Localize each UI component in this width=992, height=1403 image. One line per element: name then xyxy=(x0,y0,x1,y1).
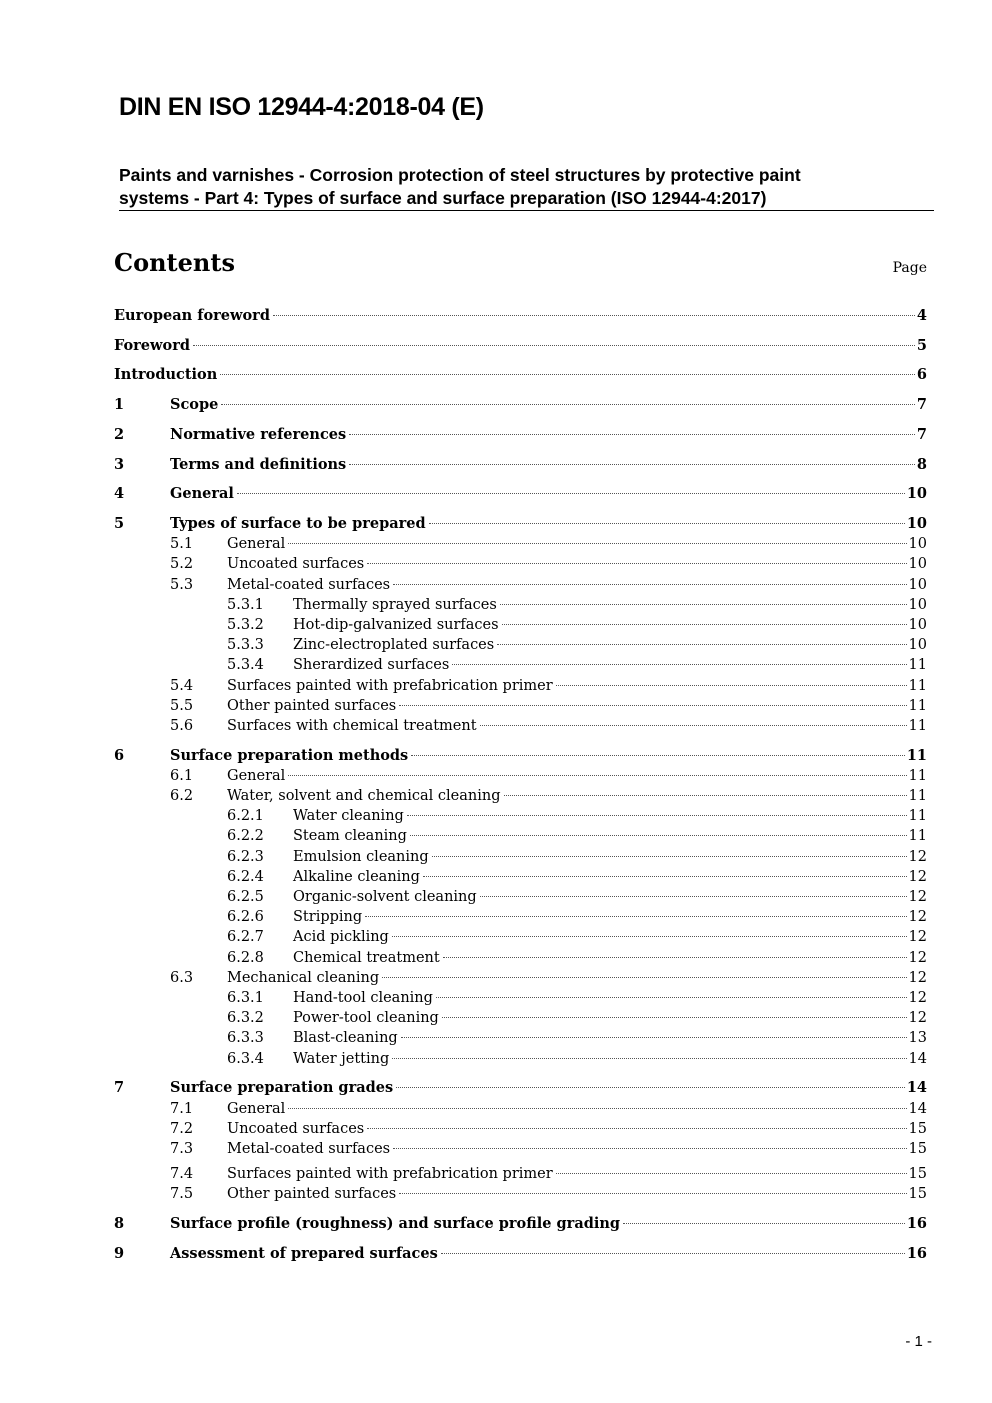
toc-entry-number: 5.3.4 xyxy=(227,657,264,674)
toc-dot-leader xyxy=(399,705,906,706)
toc-entry-page: 6 xyxy=(916,366,927,384)
toc-entry-number: 6 xyxy=(114,746,125,764)
toc-entry-title: Water cleaning xyxy=(293,808,404,825)
toc-entry[interactable] xyxy=(0,716,992,736)
toc-entry[interactable] xyxy=(0,676,992,696)
toc-entry-page: 11 xyxy=(908,657,927,674)
toc-entry-title: Stripping xyxy=(293,909,363,926)
toc-dot-leader xyxy=(288,543,906,544)
toc-entry-number: 7.2 xyxy=(170,1120,194,1137)
toc-entry-number: 5.3.2 xyxy=(227,616,264,633)
toc-entry-number: 9 xyxy=(114,1244,125,1262)
toc-entry-title: Surface profile (roughness) and surface profile grading xyxy=(170,1214,621,1232)
toc-entry[interactable] xyxy=(0,554,992,574)
toc-dot-leader xyxy=(382,977,906,978)
toc-entry-number: 6.3.1 xyxy=(227,990,264,1006)
toc-entry[interactable] xyxy=(0,336,992,356)
toc-dot-leader xyxy=(396,1087,905,1088)
toc-dot-leader xyxy=(193,345,915,346)
toc-entry-page: 12 xyxy=(908,909,927,926)
toc-entry-page: 8 xyxy=(916,455,927,473)
toc-entry-number: 6.1 xyxy=(170,767,194,784)
toc-entry-page: 16 xyxy=(906,1214,927,1232)
toc-entry[interactable] xyxy=(0,847,992,867)
toc-entry-title: Hot-dip-galvanized surfaces xyxy=(293,616,499,633)
toc-entry-title: General xyxy=(227,1100,286,1117)
toc-entry-page: 12 xyxy=(908,889,927,905)
toc-dot-leader xyxy=(393,584,906,585)
toc-entry-page: 12 xyxy=(908,969,927,986)
toc-entry-page: 11 xyxy=(906,746,927,764)
toc-entry-title: Steam cleaning xyxy=(293,828,407,845)
toc-entry[interactable] xyxy=(0,1244,992,1264)
toc-dot-leader xyxy=(423,876,907,877)
toc-entry-number: 6.3 xyxy=(170,969,194,986)
toc-entry-number: 7.4 xyxy=(170,1165,194,1182)
toc-entry-title: Surfaces with chemical treatment xyxy=(227,717,477,734)
toc-dot-leader xyxy=(500,604,907,605)
contents-heading: Contents xyxy=(114,248,235,277)
toc-entry-number: 6.2.1 xyxy=(227,808,264,825)
toc-dot-leader xyxy=(436,997,907,998)
toc-entry-number: 5.6 xyxy=(170,717,194,734)
toc-entry[interactable] xyxy=(0,1119,992,1139)
toc-entry-page: 11 xyxy=(908,767,927,784)
toc-dot-leader xyxy=(288,1108,906,1109)
toc-dot-leader xyxy=(392,1058,906,1059)
toc-entry[interactable] xyxy=(0,1008,992,1028)
toc-dot-leader xyxy=(452,664,906,665)
toc-entry-page: 10 xyxy=(906,514,927,532)
toc-entry-page: 5 xyxy=(916,336,927,354)
toc-entry-page: 15 xyxy=(908,1140,927,1157)
toc-entry-title: Assessment of prepared surfaces xyxy=(170,1244,438,1262)
toc-entry-number: 5.4 xyxy=(170,677,194,694)
toc-entry[interactable] xyxy=(0,365,992,385)
toc-entry[interactable] xyxy=(0,635,992,655)
toc-entry-page: 16 xyxy=(906,1244,927,1262)
toc-entry-page: 14 xyxy=(908,1100,927,1117)
toc-entry-number: 6.2.4 xyxy=(227,868,264,885)
page-number: - 1 - xyxy=(905,1333,932,1350)
toc-entry-title: Metal-coated surfaces xyxy=(227,1140,391,1157)
toc-entry-title: Surface preparation methods xyxy=(170,746,409,764)
toc-entry-number: 6.3.3 xyxy=(227,1030,264,1047)
toc-entry-title: Uncoated surfaces xyxy=(227,1120,365,1137)
toc-entry-title: Normative references xyxy=(170,425,347,443)
toc-entry[interactable] xyxy=(0,455,992,475)
toc-entry-page: 14 xyxy=(906,1079,927,1097)
toc-entry-title: Surface preparation grades xyxy=(170,1079,394,1097)
toc-dot-leader xyxy=(442,1017,907,1018)
toc-entry-title: Hand-tool cleaning xyxy=(293,990,433,1006)
toc-entry-number: 6.2.8 xyxy=(227,949,264,966)
toc-entry-title: Power-tool cleaning xyxy=(293,1010,439,1027)
toc-entry-page: 12 xyxy=(908,1010,927,1027)
toc-entry-page: 10 xyxy=(908,556,927,573)
toc-entry[interactable] xyxy=(0,1028,992,1048)
toc-entry-title: Surfaces painted with prefabrication primer xyxy=(227,677,553,694)
toc-entry-number: 8 xyxy=(114,1214,125,1232)
toc-entry-number: 6.3.2 xyxy=(227,1010,264,1027)
toc-entry-title: Alkaline cleaning xyxy=(293,868,420,885)
toc-dot-leader xyxy=(556,1173,907,1174)
toc-entry-title: Terms and definitions xyxy=(170,455,347,473)
toc-entry-title: Organic-solvent cleaning xyxy=(293,889,477,905)
toc-entry-page: 15 xyxy=(908,1120,927,1137)
toc-entry-number: 6.2.6 xyxy=(227,909,264,926)
toc-entry-page: 10 xyxy=(906,485,927,503)
toc-entry[interactable] xyxy=(0,786,992,806)
toc-entry-page: 11 xyxy=(908,697,927,714)
toc-entry-number: 7.5 xyxy=(170,1186,194,1203)
toc-entry-number: 6.2.3 xyxy=(227,848,264,865)
page-column-label: Page xyxy=(892,260,927,276)
toc-entry-title: Foreword xyxy=(114,336,190,354)
toc-entry[interactable] xyxy=(0,696,992,716)
toc-entry-page: 7 xyxy=(916,396,927,414)
toc-entry[interactable] xyxy=(0,1184,992,1204)
toc-dot-leader xyxy=(443,957,907,958)
toc-entry-number: 5.3.1 xyxy=(227,596,264,613)
toc-entry-page: 12 xyxy=(908,990,927,1006)
toc-entry-number: 3 xyxy=(114,455,125,473)
toc-entry-title: Chemical treatment xyxy=(293,949,440,966)
toc-entry-page: 7 xyxy=(916,425,927,443)
toc-entry-title: Zinc-electroplated surfaces xyxy=(293,637,495,654)
toc-entry-page: 12 xyxy=(908,848,927,865)
toc-entry[interactable] xyxy=(0,887,992,907)
toc-entry-title: Types of surface to be prepared xyxy=(170,514,426,532)
toc-dot-leader xyxy=(367,1128,906,1129)
toc-entry-title: Surfaces painted with prefabrication primer xyxy=(227,1165,553,1182)
toc-entry-number: 5.3.3 xyxy=(227,637,264,654)
toc-entry-page: 12 xyxy=(908,868,927,885)
toc-entry[interactable] xyxy=(0,948,992,968)
toc-dot-leader xyxy=(367,563,906,564)
toc-dot-leader xyxy=(556,685,907,686)
toc-dot-leader xyxy=(504,795,907,796)
toc-entry[interactable] xyxy=(0,484,992,504)
toc-dot-leader xyxy=(349,464,915,465)
toc-dot-leader xyxy=(401,1037,907,1038)
toc-entry-number: 6.3.4 xyxy=(227,1050,264,1067)
toc-dot-leader xyxy=(502,624,907,625)
toc-entry[interactable] xyxy=(0,425,992,445)
toc-entry[interactable] xyxy=(0,1164,992,1184)
toc-dot-leader xyxy=(497,644,906,645)
toc-entry-number: 6.2 xyxy=(170,788,194,804)
toc-entry[interactable] xyxy=(0,534,992,554)
toc-entry[interactable] xyxy=(0,907,992,927)
toc-entry[interactable] xyxy=(0,1078,992,1098)
toc-entry-page: 10 xyxy=(908,616,927,633)
toc-entry[interactable] xyxy=(0,595,992,615)
toc-entry-number: 7.3 xyxy=(170,1140,194,1157)
document-id: DIN EN ISO 12944-4:2018-04 (E) xyxy=(119,93,484,121)
toc-entry-number: 4 xyxy=(114,485,125,503)
toc-entry[interactable] xyxy=(0,968,992,988)
toc-entry-title: Water jetting xyxy=(293,1050,390,1067)
toc-entry-title: Mechanical cleaning xyxy=(227,969,380,986)
toc-entry[interactable] xyxy=(0,988,992,1008)
toc-entry[interactable] xyxy=(0,806,992,826)
toc-entry-title: Uncoated surfaces xyxy=(227,556,365,573)
toc-entry-number: 7 xyxy=(114,1079,125,1097)
toc-entry[interactable] xyxy=(0,575,992,595)
toc-entry-page: 15 xyxy=(908,1165,927,1182)
toc-entry-title: General xyxy=(170,485,234,503)
toc-entry-title: Scope xyxy=(170,396,219,414)
toc-entry-page: 4 xyxy=(916,307,927,324)
toc-entry[interactable] xyxy=(0,615,992,635)
toc-entry-number: 6.2.7 xyxy=(227,929,264,946)
toc-entry-page: 15 xyxy=(908,1186,927,1203)
toc-entry-title: Acid pickling xyxy=(293,929,389,946)
toc-dot-leader xyxy=(623,1223,905,1224)
toc-entry-page: 10 xyxy=(908,576,927,593)
toc-dot-leader xyxy=(411,755,905,756)
toc-entry-title: Water, solvent and chemical cleaning xyxy=(227,788,501,804)
toc-entry-number: 5 xyxy=(114,514,125,532)
toc-entry-title: Other painted surfaces xyxy=(227,1186,397,1203)
toc-dot-leader xyxy=(432,856,907,857)
toc-entry-page: 11 xyxy=(908,717,927,734)
toc-entry-title: Emulsion cleaning xyxy=(293,848,429,865)
toc-entry[interactable] xyxy=(0,1099,992,1119)
toc-entry-number: 7.1 xyxy=(170,1100,194,1117)
toc-entry-title: Blast-cleaning xyxy=(293,1030,398,1047)
toc-entry-title: General xyxy=(227,536,286,553)
toc-entry-number: 6.2.2 xyxy=(227,828,264,845)
toc-entry-title: Introduction xyxy=(114,366,218,384)
toc-entry[interactable] xyxy=(0,306,992,326)
toc-dot-leader xyxy=(288,775,906,776)
toc-entry-page: 11 xyxy=(908,677,927,694)
toc-entry-page: 10 xyxy=(908,536,927,553)
toc-entry-page: 12 xyxy=(908,929,927,946)
toc-entry[interactable] xyxy=(0,826,992,846)
toc-dot-leader xyxy=(441,1253,905,1254)
toc-dot-leader xyxy=(237,493,905,494)
toc-entry-title: Sherardized surfaces xyxy=(293,657,450,674)
toc-dot-leader xyxy=(221,404,915,405)
toc-dot-leader xyxy=(273,315,915,316)
toc-dot-leader xyxy=(480,896,907,897)
toc-entry-number: 1 xyxy=(114,396,125,414)
toc-entry-number: 5.5 xyxy=(170,697,194,714)
toc-entry-page: 11 xyxy=(908,808,927,825)
toc-entry-page: 11 xyxy=(908,828,927,845)
toc-entry-page: 14 xyxy=(908,1050,927,1067)
toc-dot-leader xyxy=(399,1193,906,1194)
toc-dot-leader xyxy=(220,374,915,375)
toc-entry[interactable] xyxy=(0,766,992,786)
toc-dot-leader xyxy=(480,725,907,726)
toc-entry-title: Thermally sprayed surfaces xyxy=(293,596,497,613)
toc-entry-title: General xyxy=(227,767,286,784)
toc-entry[interactable] xyxy=(0,746,992,766)
toc-entry-title: Metal-coated surfaces xyxy=(227,576,391,593)
toc-entry[interactable] xyxy=(0,655,992,675)
toc-entry-number: 2 xyxy=(114,425,125,443)
toc-entry-number: 6.2.5 xyxy=(227,889,264,905)
toc-entry-page: 12 xyxy=(908,949,927,966)
toc-entry-number: 5.3 xyxy=(170,576,194,593)
toc-entry-page: 10 xyxy=(908,596,927,613)
toc-dot-leader xyxy=(349,434,915,435)
toc-entry-number: 5.1 xyxy=(170,536,194,553)
toc-entry[interactable] xyxy=(0,395,992,415)
toc-dot-leader xyxy=(429,523,905,524)
toc-entry-page: 13 xyxy=(908,1030,927,1047)
toc-entry-title: Other painted surfaces xyxy=(227,697,397,714)
toc-entry[interactable] xyxy=(0,1049,992,1069)
document-title-line-2: systems - Part 4: Types of surface and surface preparation (ISO 12944-4:2017) xyxy=(119,188,767,208)
toc-entry[interactable] xyxy=(0,1214,992,1234)
toc-dot-leader xyxy=(393,1148,906,1149)
toc-entry-page: 11 xyxy=(908,788,927,804)
toc-dot-leader xyxy=(410,835,907,836)
toc-entry[interactable] xyxy=(0,514,992,534)
toc-entry-number: 5.2 xyxy=(170,556,194,573)
toc-entry-title: European foreword xyxy=(114,307,270,324)
toc-entry-page: 10 xyxy=(908,637,927,654)
toc-dot-leader xyxy=(365,916,906,917)
toc-entry[interactable] xyxy=(0,1139,992,1159)
toc-entry[interactable] xyxy=(0,927,992,947)
toc-dot-leader xyxy=(392,936,907,937)
toc-entry[interactable] xyxy=(0,867,992,887)
toc-dot-leader xyxy=(407,815,907,816)
document-title-line-1: Paints and varnishes - Corrosion protection of steel structures by protective paint xyxy=(119,165,801,185)
